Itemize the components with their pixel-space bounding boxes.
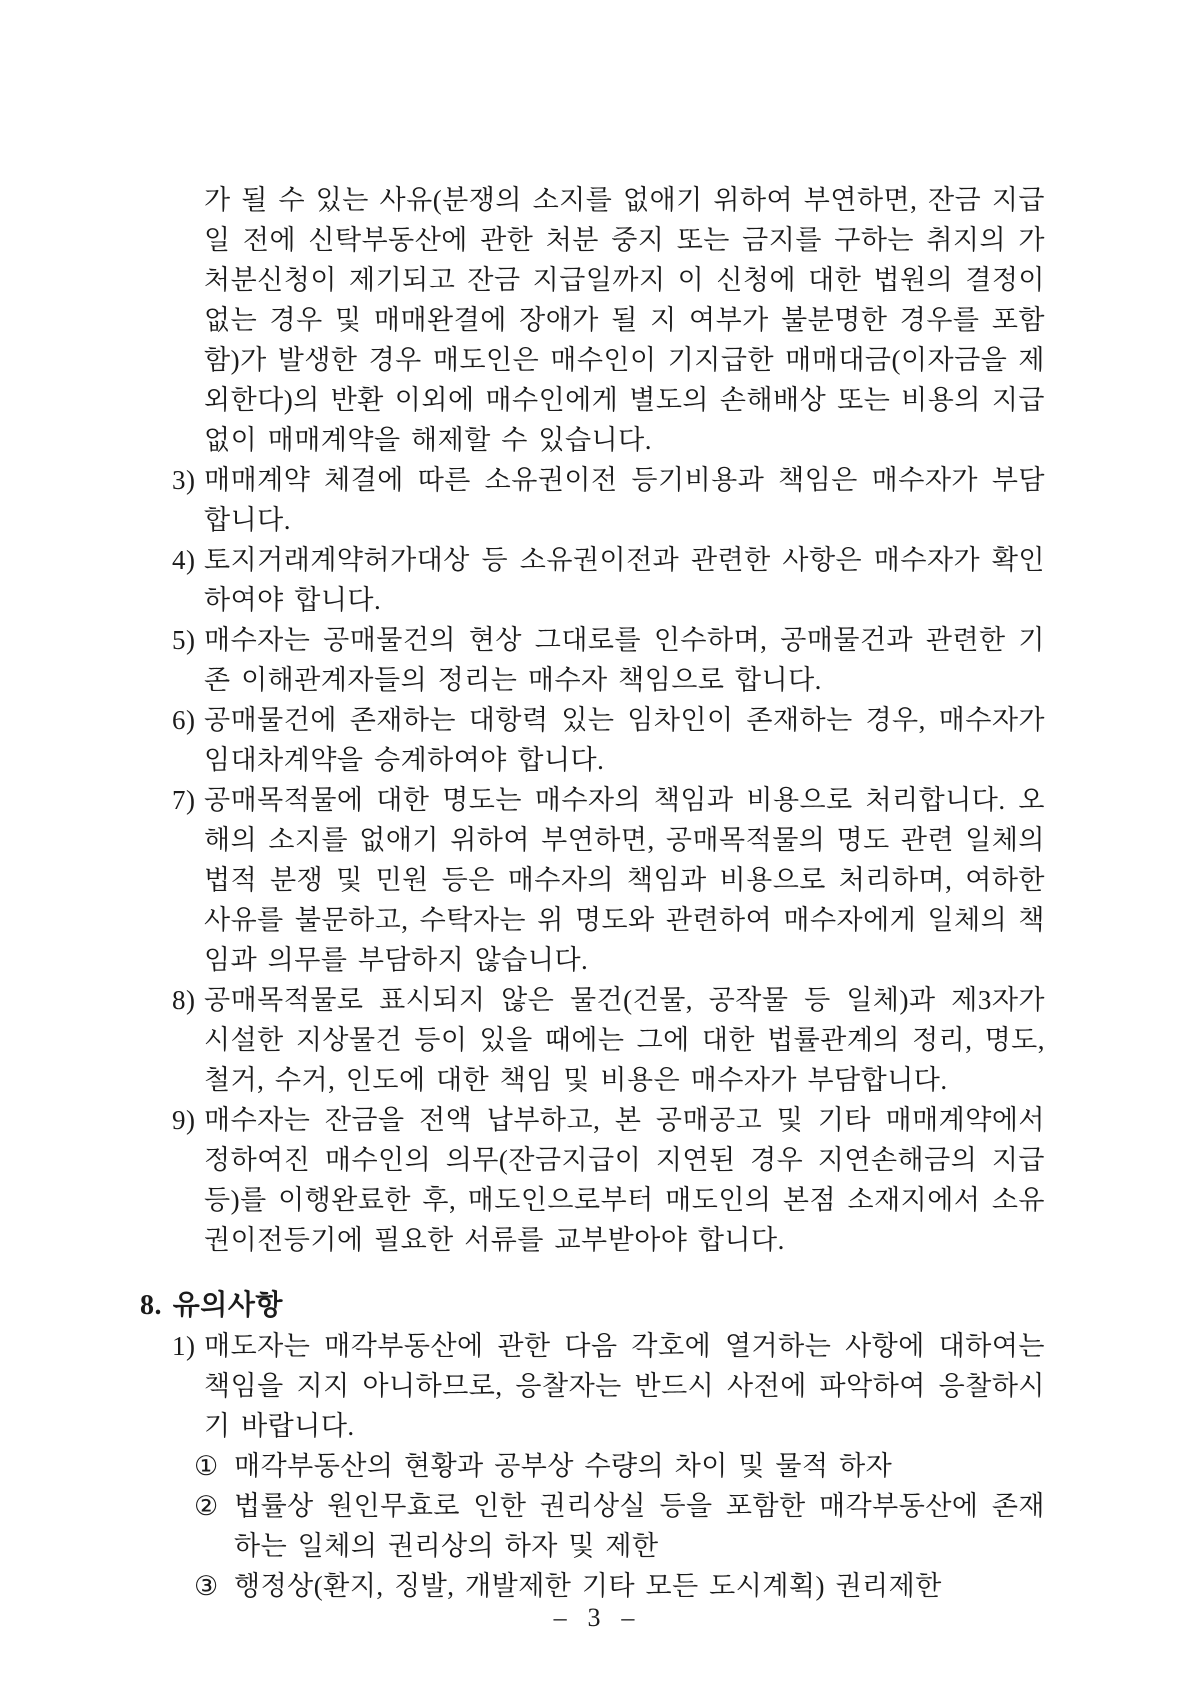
subitem-text: 행정상(환지, 징발, 개발제한 기타 모든 도시계획) 권리제한 [234, 1571, 942, 1601]
clause-text: 매매계약 체결에 따른 소유권이전 등기비용과 책임은 매수자가 부담합니다. [204, 465, 1045, 535]
clause-item-9 [172, 1100, 1045, 1260]
clause-text: 공매물건에 존재하는 대항력 있는 임차인이 존재하는 경우, 매수자가 임대차계약을 승계하여야 합니다. [204, 705, 1045, 775]
clause-item-3 [172, 460, 1045, 540]
clause-number: 5) [172, 625, 196, 655]
clause-item-8 [172, 980, 1045, 1100]
clause-number: 9) [172, 1105, 196, 1135]
clause-number: 3) [172, 465, 196, 495]
circled-number: ① [194, 1451, 219, 1481]
clause-text: 매도자는 매각부동산에 관한 다음 각호에 열거하는 사항에 대하여는 책임을 지지 아니하므로, 응찰자는 반드시 사전에 파악하여 응찰하시기 바랍니다. [204, 1331, 1045, 1441]
clause-text: 공매목적물에 대한 명도는 매수자의 책임과 비용으로 처리합니다. 오해의 소지를 없애기 위하여 부연하면, 공매목적물의 명도 관련 일체의 법적 분쟁 및 민원 등은 매수자의 책임과 비용으로 처리하며, 여하한 사유를 불문하고, 수탁자는 위 명도와 관련하여 매수자에게 일체의 책임과 의무를 부담하지 않습니다. [204, 785, 1045, 975]
clause-2-continuation-paragraph: 가 될 수 있는 사유(분쟁의 소지를 없애기 위하여 부연하면, 잔금 지급일 전에 신탁부동산에 관한 처분 중지 또는 금지를 구하는 취지의 가처분신청이 제기되고 잔금 지급일까지 이 신청에 대한 법원의 결정이 없는 경우 및 매매완결에 장애가 될 지 여부가 불분명한 경우를 포함함)가 발생한 경우 매도인은 매수인이 기지급한 매매대금(이자금을 제외한다)의 반환 이외에 매수인에게 별도의 손해배상 또는 비용의 지급 없이 매매계약을 해제할 수 있습니다. [204, 185, 1045, 455]
section-8-heading: 8. 유의사항 [140, 1290, 283, 1321]
clause-number: 7) [172, 785, 196, 815]
clause-number: 8) [172, 985, 196, 1015]
notice-item-1 [172, 1326, 1045, 1446]
subitem-text: 매각부동산의 현황과 공부상 수량의 차이 및 물적 하자 [234, 1451, 893, 1481]
clause-item-4 [172, 540, 1045, 620]
subitem-text: 법률상 원인무효로 인한 권리상실 등을 포함한 매각부동산에 존재하는 일체의 권리상의 하자 및 제한 [234, 1491, 1045, 1561]
clause-item-7 [172, 780, 1045, 980]
clause-text: 토지거래계약허가대상 등 소유권이전과 관련한 사항은 매수자가 확인하여야 합니다. [204, 545, 1045, 615]
clause-number: 6) [172, 705, 196, 735]
document-body [0, 180, 1190, 1606]
clause-number: 1) [172, 1331, 196, 1361]
clause-item-5 [172, 620, 1045, 700]
page-number: – 3 – [553, 1603, 637, 1632]
notice-subitem-1 [194, 1446, 1045, 1486]
clause-text: 매수자는 공매물건의 현상 그대로를 인수하며, 공매물건과 관련한 기존 이해관계자들의 정리는 매수자 책임으로 합니다. [204, 625, 1045, 695]
notice-subitem-2 [194, 1486, 1045, 1566]
clause-text: 공매목적물로 표시되지 않은 물건(건물, 공작물 등 일체)과 제3자가 시설한 지상물건 등이 있을 때에는 그에 대한 법률관계의 정리, 명도, 철거, 수거, 인도에 대한 책임 및 비용은 매수자가 부담합니다. [204, 985, 1045, 1095]
clause-number: 4) [172, 545, 196, 575]
clause-item-6 [172, 700, 1045, 780]
clause-text: 매수자는 잔금을 전액 납부하고, 본 공매공고 및 기타 매매계약에서 정하여진 매수인의 의무(잔금지급이 지연된 경우 지연손해금의 지급 등)를 이행완료한 후, 매도인으로부터 매도인의 본점 소재지에서 소유권이전등기에 필요한 서류를 교부받아야 합니다. [204, 1105, 1045, 1255]
circled-number: ② [194, 1491, 219, 1521]
circled-number: ③ [194, 1571, 219, 1601]
